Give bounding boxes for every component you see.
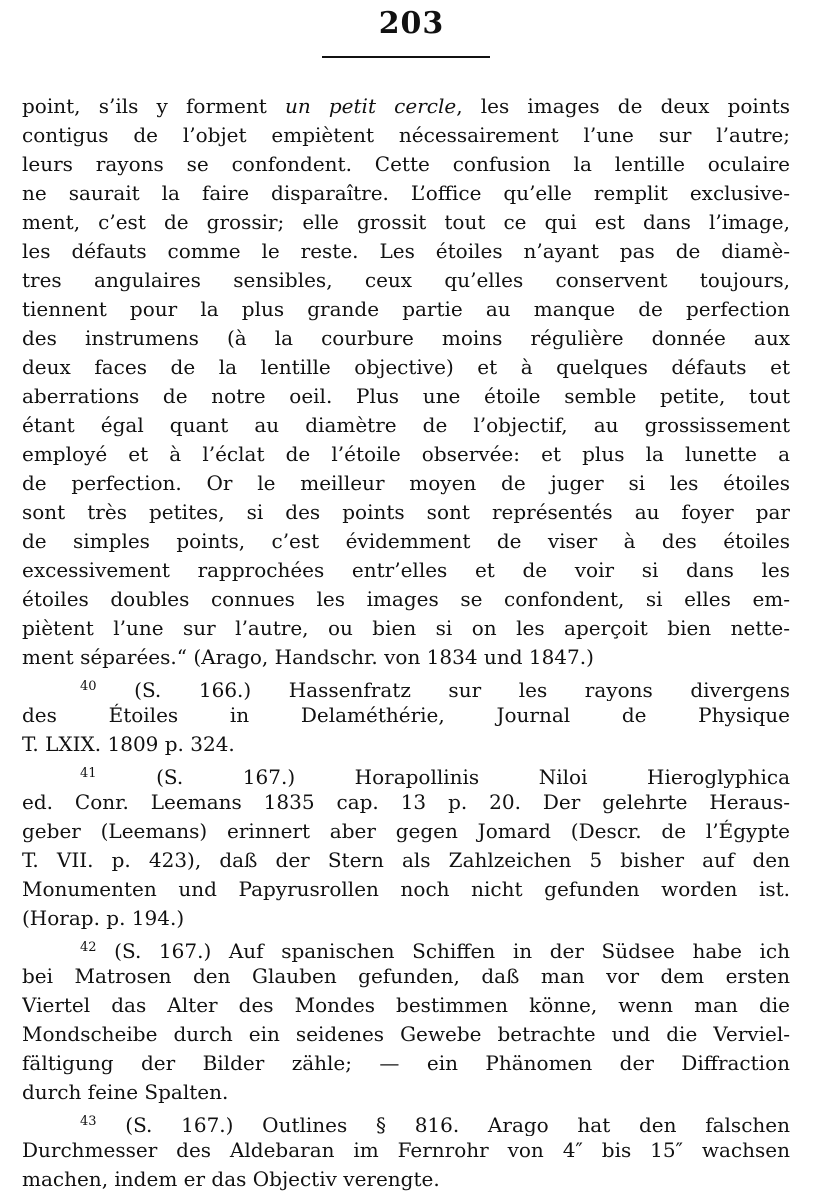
- text-line: employé et à l’éclat de l’étoile observée: et plus la lunette a: [22, 442, 790, 466]
- text-line: étant égal quant au diamètre de l’objectif, au grossissement: [22, 413, 790, 437]
- text-line: ne saurait la faire disparaître. L’office qu’elle remplit exclusive-: [22, 181, 790, 205]
- footnote-42-line: fältigung der Bilder zähle; — ein Phänomen der Diffraction: [22, 1051, 790, 1075]
- text-line: de perfection. Or le meilleur moyen de juger si les étoiles: [22, 471, 790, 495]
- footnote-text: (S. 167.) Horapollinis Niloi Hieroglyphica: [156, 765, 790, 788]
- footnote-41-line: (Horap. p. 194.): [22, 906, 185, 930]
- footnote-42-line: Mondscheibe durch ein seidenes Gewebe betrachte und die Verviel-: [22, 1022, 790, 1046]
- footnote-41-line: ed. Conr. Leemans 1835 cap. 13 p. 20. Der gelehrte Heraus-: [22, 790, 790, 814]
- text-line: des instrumens (à la courbure moins régulière donnée aux: [22, 326, 790, 350]
- footnote-42-line: [22, 933, 790, 962]
- footnote-number: 40: [80, 679, 97, 694]
- footnote-42-line: bei Matrosen den Glauben gefunden, daß man vor dem ersten: [22, 964, 790, 988]
- footnote-number: 42: [80, 940, 97, 955]
- page-body: [22, 92, 790, 1194]
- footnote-43-line: Durchmesser des Aldebaran im Fernrohr von 4″ bis 15″ wachsen: [22, 1138, 790, 1162]
- text-line: ment, c’est de grossir; elle grossit tout ce qui est dans l’image,: [22, 210, 790, 234]
- text-line: contigus de l’objet empiètent nécessairement l’une sur l’autre;: [22, 123, 790, 147]
- text-fragment: , les images de deux points: [456, 94, 790, 118]
- text-line: étoiles doubles connues les images se confondent, si elles em-: [22, 587, 790, 611]
- text-fragment: point, s’ils y forment: [22, 94, 285, 118]
- text-line: aberrations de notre oeil. Plus une étoile semble petite, tout: [22, 384, 790, 408]
- text-line: les défauts comme le reste. Les étoiles n’ayant pas de diamè-: [22, 239, 790, 263]
- footnote-text: (S. 166.) Hassenfratz sur les rayons divergens: [134, 678, 790, 701]
- text-line: excessivement rapprochées entr’elles et de voir si dans les: [22, 558, 790, 582]
- text-line: sont très petites, si des points sont représentés au foyer par: [22, 500, 790, 524]
- italic-phrase: un petit cercle: [284, 94, 457, 118]
- text-line: tiennent pour la plus grande partie au manque de perfection: [22, 297, 790, 321]
- footnote-42-line: Viertel das Alter des Mondes bestimmen könne, wenn man die: [22, 993, 790, 1017]
- footnote-41-line: [22, 759, 790, 788]
- footnote-43-line: [22, 1107, 790, 1136]
- header-rule: [322, 56, 490, 58]
- footnote-42-line: durch feine Spalten.: [22, 1080, 229, 1104]
- footnote-number: 41: [80, 766, 97, 781]
- footnote-text: (S. 167.) Auf spanischen Schiffen in der Südsee habe ich: [114, 939, 790, 962]
- footnote-text: (S. 167.) Outlines § 816. Arago hat den falschen: [125, 1113, 790, 1136]
- text-line: tres angulaires sensibles, ceux qu’elles conservent toujours,: [22, 268, 790, 292]
- footnote-40-line: des Étoiles in Delaméthérie, Journal de Physique: [22, 703, 790, 727]
- footnote-41-line: geber (Leemans) erinnert aber gegen Jomard (Descr. de l’Égypte: [22, 819, 790, 843]
- text-line: [22, 92, 790, 121]
- footnote-41-line: Monumenten und Papyrusrollen noch nicht gefunden worden ist.: [22, 877, 790, 901]
- text-line: leurs rayons se confondent. Cette confusion la lentille oculaire: [22, 152, 790, 176]
- footnote-40-line: [22, 672, 790, 701]
- text-line: ment séparées.“ (Arago, Handschr. von 1834 und 1847.): [22, 645, 594, 669]
- footnote-number: 43: [80, 1114, 97, 1129]
- footnote-41-line: T. VII. p. 423), daß der Stern als Zahlzeichen 5 bisher auf den: [22, 848, 790, 872]
- text-line: de simples points, c’est évidemment de viser à des étoiles: [22, 529, 790, 553]
- footnote-43-line: machen, indem er das Objectiv verengte.: [22, 1167, 440, 1191]
- text-line: piètent l’une sur l’autre, ou bien si on les aperçoit bien nette-: [22, 616, 790, 640]
- page-number: 203: [378, 6, 445, 41]
- footnote-40-line: T. LXIX. 1809 p. 324.: [22, 732, 235, 756]
- text-line: deux faces de la lentille objective) et à quelques défauts et: [22, 355, 790, 379]
